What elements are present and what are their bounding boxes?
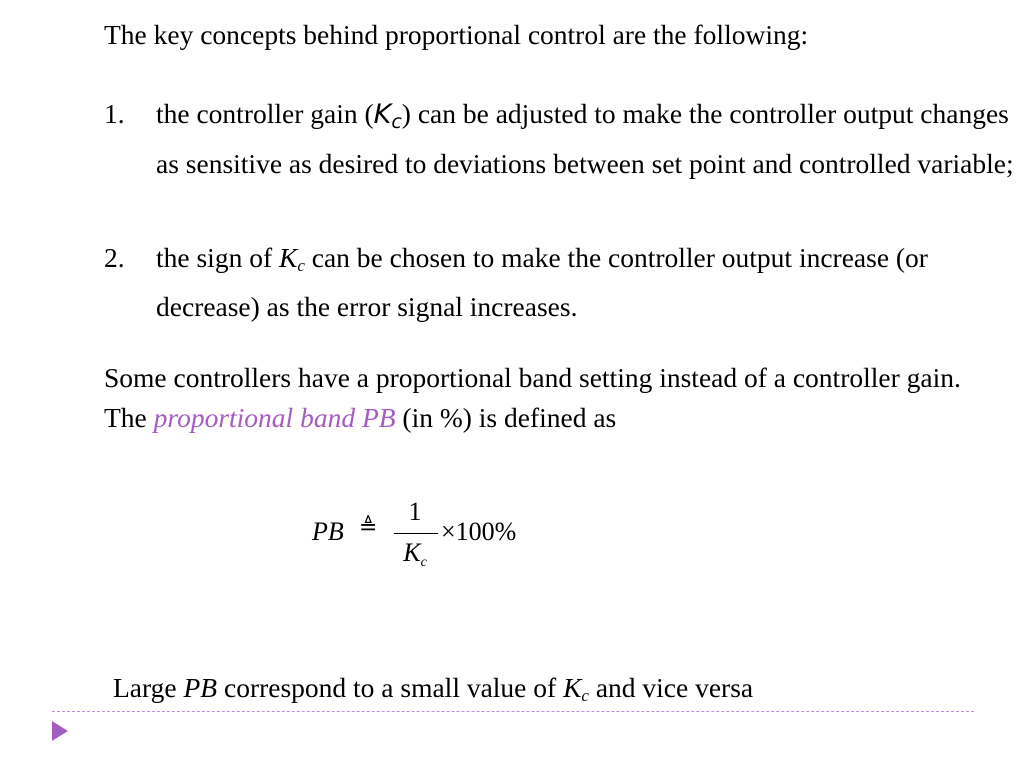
equation-relation: ≜ (359, 515, 378, 540)
equation-rhs: ×100% (441, 517, 517, 546)
list-item-text: the sign of $K_c$ can be chosen to make the controller output increase (or decrease) as the error signal increases. (156, 242, 928, 322)
fraction-bar (394, 533, 438, 534)
list-item-text: the controller gain $(K_c)$ can be adjusted to make the controller output changes as sensitive as desired to deviations between set point and controlled variable; (156, 98, 1014, 179)
equation-denominator: $K_c$ (403, 538, 427, 570)
equation-lhs: PB (312, 517, 344, 546)
proportional-band-equation (312, 497, 572, 587)
equation-numerator: 1 (408, 497, 422, 526)
closing-statement: Large PB correspond to a small value of $K_c$ and vice versa (113, 671, 754, 705)
list-number: 2. (104, 242, 125, 273)
intro-text: The key concepts behind proportional control are the following: (104, 19, 809, 50)
list-number: 1. (104, 98, 125, 129)
controller-gain-symbol: $K_c$ (373, 99, 402, 133)
controller-gain-symbol: $K_c$ (278, 242, 305, 275)
proportional-band-term: proportional band PB (153, 402, 396, 433)
footer-divider (52, 711, 974, 712)
play-triangle-icon (52, 721, 68, 741)
proportional-band-paragraph: Some controllers have a proportional band setting instead of a controller gain. The proportional band PB (in %) is defined as (104, 362, 961, 433)
